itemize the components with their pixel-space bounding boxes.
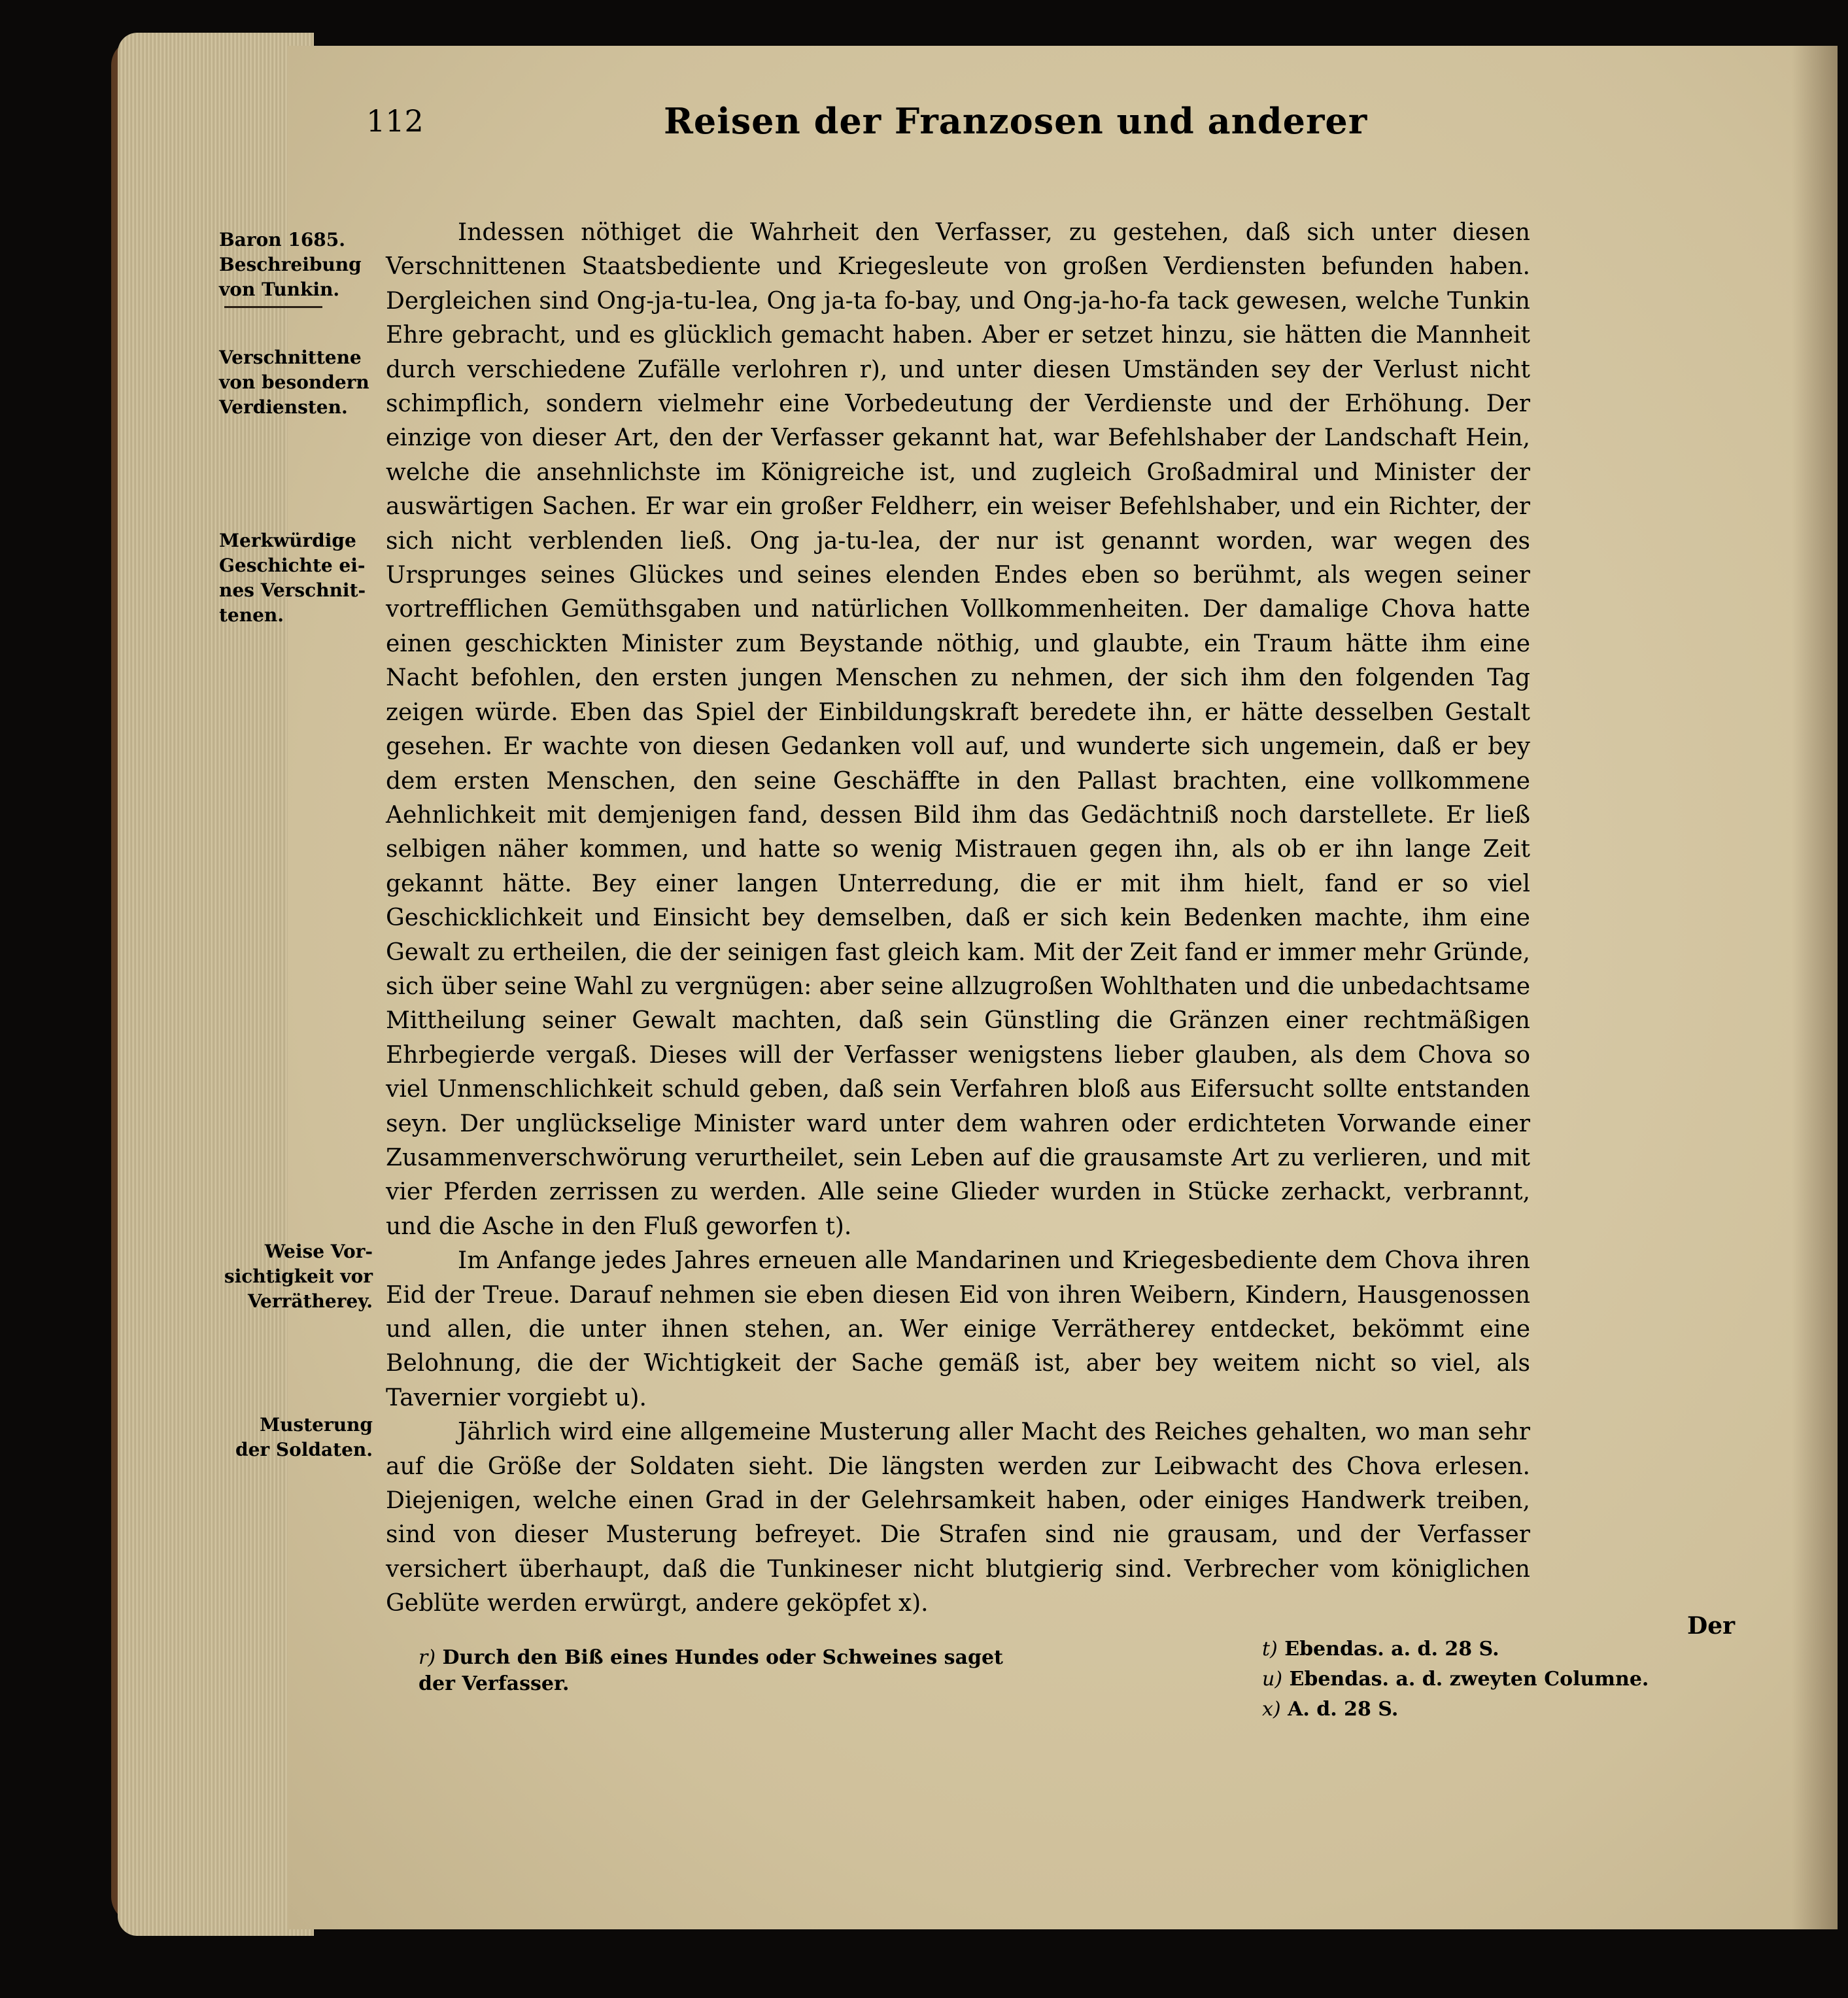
margin-note-line: Beschreibung <box>219 254 362 275</box>
page-number: 112 <box>366 103 424 139</box>
body-text <box>386 216 1530 1621</box>
margin-note-musterung <box>219 1413 373 1462</box>
margin-note-line: sichtigkeit vor <box>224 1266 373 1287</box>
footnote-u <box>1262 1666 1649 1693</box>
margin-note-line: tenen. <box>219 604 284 626</box>
margin-note-line: der Soldaten. <box>235 1439 373 1460</box>
margin-note-line: Merkwürdige <box>219 530 356 551</box>
margin-note-line: Verdiensten. <box>219 396 348 418</box>
margin-note-geschichte <box>219 528 373 628</box>
margin-note-line: von Tunkin. <box>219 279 340 300</box>
margin-note-line: Verrätherey. <box>247 1290 373 1312</box>
page-gutter <box>1792 46 1838 1929</box>
footnote-x <box>1262 1697 1398 1723</box>
footnote-label: t) <box>1262 1638 1278 1661</box>
page-edges <box>118 33 314 1936</box>
paragraph: Im Anfange jedes Jahres erneuen alle Mandarinen und Kriegesbediente dem Chova ihren Eid der Treue. Darauf nehmen sie eben diesen Eid von ihren Weibern, Kindern, Hausgenossen und allen, die unter ihnen stehen, an. Wer einige Verrätherey entdecket, bekömmt eine Belohnung, die der Wichtigkeit der Sache gemäß ist, aber bey weitem nicht so viel, als Tavernier vorgiebt u). <box>386 1247 1530 1411</box>
margin-note-line: Musterung <box>260 1414 373 1436</box>
footnote-text: Durch den Biß eines Hundes oder Schweines saget der Verfasser. <box>419 1646 1003 1695</box>
paragraph: Jährlich wird eine allgemeine Musterung aller Macht des Reiches gehalten, wo man sehr auf die Größe der Soldaten sieht. Die längsten werden zur Leibwacht des Chova erlesen. Diejenigen, welche einen Grad in der Gelehrsamkeit haben, oder einiges Handwerk treiben, sind von dieser Musterung befreyet. Die Strafen sind nie grausam, und der Verfasser versichert überhaupt, daß die Tunkineser nicht blutgierig sind. Verbrecher vom königlichen Geblüte werden erwürgt, andere geköpfet x). <box>386 1419 1530 1617</box>
footnote-r <box>419 1645 1007 1697</box>
footnote-t <box>1262 1636 1499 1662</box>
footnote-text: Ebendas. a. d. zweyten Columne. <box>1289 1668 1649 1691</box>
margin-note-line: Baron 1685. <box>219 229 346 250</box>
running-head <box>366 98 1517 144</box>
footnote-text: Ebendas. a. d. 28 S. <box>1284 1638 1499 1661</box>
paragraph: Indessen nöthiget die Wahrheit den Verfasser, zu gestehen, daß sich unter diesen Verschnittenen Staatsbediente und Kriegesleute von großen Verdiensten befunden haben. Dergleichen sind Ong-ja-tu-lea, Ong ja-ta fo-bay, und Ong-ja-ho-fa tack gewesen, welche Tunkin Ehre gebracht, und es glücklich gemacht haben. Aber er setzet hinzu, sie hätten die Mannheit durch verschiedene Zufälle verlohren r), und unter diesen Umständen sey der Verlust nicht schimpflich, sondern vielmehr eine Vorbedeutung der Verdienste und der Erhöhung. Der einzige von dieser Art, den der Verfasser gekannt hat, war Befehlshaber der Landschaft Hein, welche die ansehnlichste im Königreiche ist, und zugleich Großadmiral und Minister der auswärtigen Sachen. Er war ein großer Feldherr, ein weiser Befehlshaber, und ein Richter, der sich nicht verblenden ließ. Ong ja-tu-lea, der nur ist genannt worden, war wegen des Ursprunges seines Glückes und seines elenden Endes eben so berühmt, als wegen seiner vortrefflichen Gemüthsgaben und natürlichen Vollkommenheiten. Der damalige Chova hatte einen geschickten Minister zum Beystande nöthig, und glaubte, ein Traum hätte ihm eine Nacht befohlen, den ersten jungen Menschen zu nehmen, der sich ihm den folgenden Tag zeigen würde. Eben das Spiel der Einbildungskraft beredete ihn, er hätte desselben Gestalt gesehen. Er wachte von diesen Gedanken voll auf, und wunderte sich ungemein, daß er bey dem ersten Menschen, den seine Geschäffte in den Pallast brachten, eine vollkommene Aehnlichkeit mit demjenigen fand, dessen Bild ihm das Gedächtniß noch darstellete. Er ließ selbigen näher kommen, und hatte so wenig Mistrauen gegen ihn, als ob er ihn lange Zeit gekannt hätte. Bey einer langen Unterredung, die er mit ihm hielt, fand er so viel Geschicklichkeit und Einsicht bey demselben, daß er sich kein Bedenken machte, ihm eine Gewalt zu ertheilen, die der seinigen fast gleich kam. Mit der Zeit fand er immer mehr Gründe, sich über seine Wahl zu vergnügen: aber seine allzugroßen Wohlthaten und die unbedachtsame Mittheilung seiner Gewalt machten, daß sein Günstling die Gränzen einer rechtmäßigen Ehrbegierde vergaß. Dieses will der Verfasser wenigstens lieber glauben, als dem Chova so viel Unmenschlichkeit schuld geben, daß sein Verfahren bloß aus Eifersucht sollte entstanden seyn. Der unglückselige Minister ward unter dem wahren oder erdichteten Vorwande einer Zusammenverschwörung verurtheilet, sein Leben auf die grausamste Art zu verlieren, und mit vier Pferden zerrissen zu werden. Alle seine Glieder wurden in Stücke zerhackt, verbrannt, und die Asche in den Fluß geworfen t). <box>386 219 1530 1240</box>
margin-note-line: nes Verschnit- <box>219 579 366 601</box>
margin-note-baron <box>219 228 373 311</box>
margin-note-vorsichtigkeit <box>219 1239 373 1314</box>
margin-note-line: Geschichte ei- <box>219 555 366 576</box>
margin-note-line: Weise Vor- <box>264 1241 373 1262</box>
running-title: Reisen der Franzosen und anderer <box>664 100 1368 142</box>
footnote-text: A. d. 28 S. <box>1288 1698 1399 1721</box>
margin-note-line: von besondern <box>219 371 369 393</box>
margin-rule <box>224 306 322 308</box>
footnote-label: r) <box>419 1646 436 1669</box>
margin-note-verschnittene <box>219 345 373 420</box>
footnote-label: x) <box>1262 1698 1281 1721</box>
footnote-label: u) <box>1262 1668 1283 1691</box>
margin-note-line: Verschnittene <box>219 347 362 368</box>
catchword: Der <box>1687 1612 1736 1640</box>
